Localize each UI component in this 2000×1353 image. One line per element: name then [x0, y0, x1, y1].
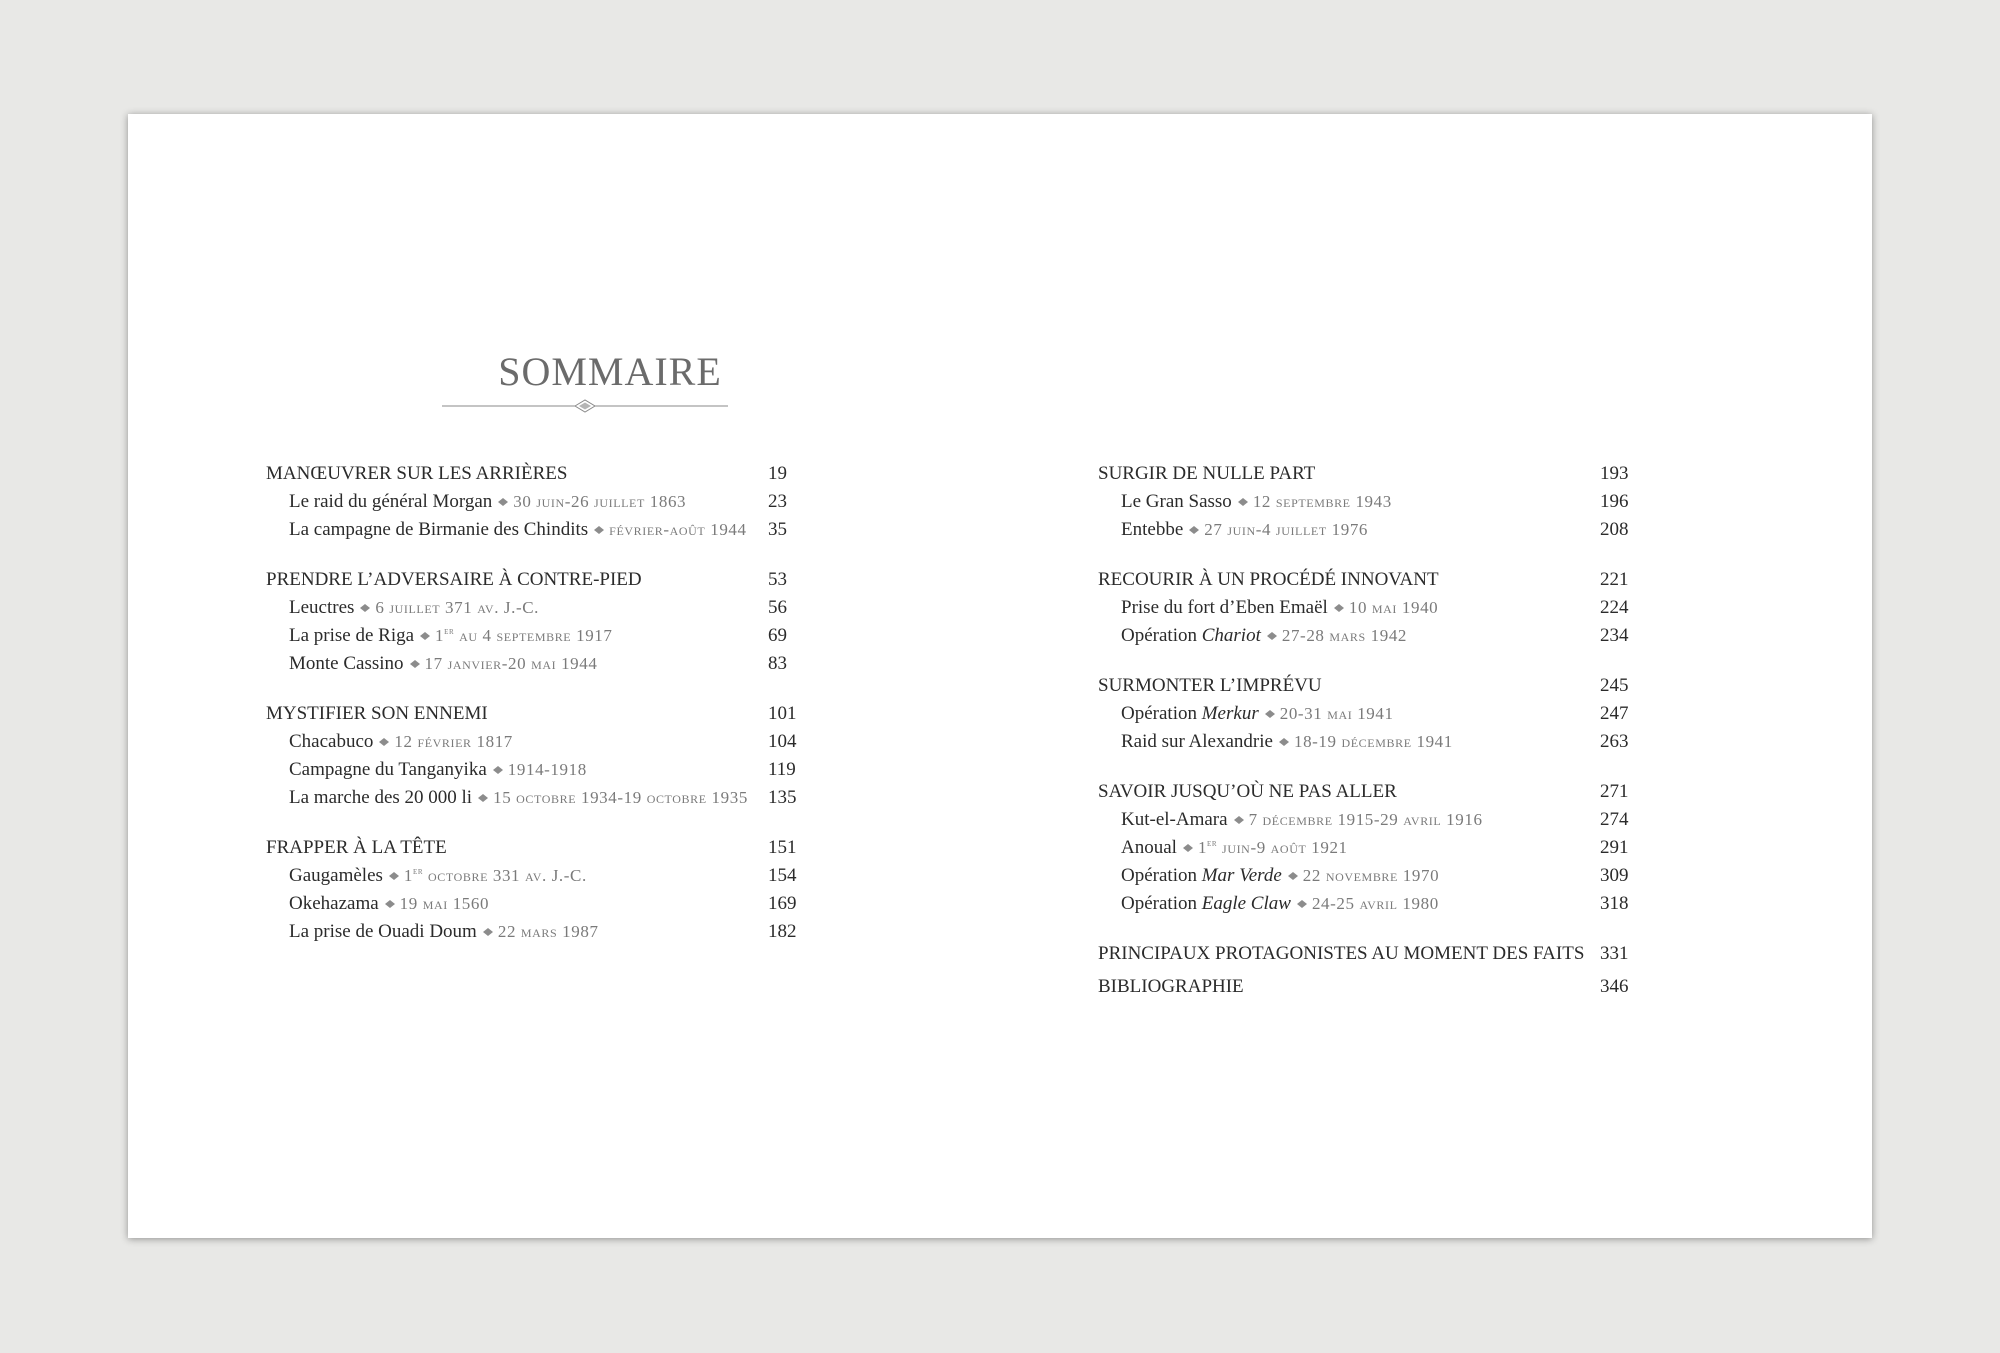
appendix-title: PRINCIPAUX PROTAGONISTES AU MOMENT DES FAITS [1098, 943, 1585, 964]
toc-section [266, 460, 808, 544]
diamond-separator-icon [1288, 872, 1298, 880]
toc-entry [266, 650, 808, 678]
page-number: 151 [768, 837, 797, 858]
entry-date [1204, 520, 1368, 539]
diamond-separator-icon [498, 498, 508, 506]
toc-entry [1098, 700, 1640, 728]
toc-section [1098, 566, 1640, 650]
toc-entry [266, 488, 808, 516]
entry-title: Leuctres [289, 597, 355, 618]
section-title: SAVOIR JUSQU’OÙ NE PAS ALLER [1098, 781, 1397, 802]
diamond-separator-icon [379, 738, 389, 746]
entry-date [498, 922, 599, 941]
section-title: RECOURIR À UN PROCÉDÉ INNOVANT [1098, 569, 1439, 590]
entry-date-text: juin-9 août 1921 [1217, 838, 1348, 857]
diamond-separator-icon [410, 660, 420, 668]
entry-title: Entebbe [1121, 519, 1184, 540]
entry-date [375, 598, 539, 617]
section-heading [266, 834, 808, 862]
entry-date [1198, 838, 1348, 857]
entry-date-text: octobre 331 av. J.-C. [423, 866, 587, 885]
page-title: SOMMAIRE [498, 349, 722, 394]
diamond-separator-icon [594, 526, 604, 534]
diamond-separator-icon [360, 604, 370, 612]
page-number: 274 [1600, 809, 1629, 830]
page-number: 83 [768, 653, 787, 674]
entry-date-text: 1914-1918 [507, 760, 587, 779]
page-number: 169 [768, 893, 797, 914]
entry-title-italic: Merkur [1201, 703, 1259, 724]
entry-date [1280, 704, 1394, 723]
entry-date [508, 760, 587, 779]
page-number: 154 [768, 865, 797, 886]
page-number: 182 [768, 921, 797, 942]
entry-title-italic: Eagle Claw [1201, 893, 1291, 914]
toc-entry [1098, 728, 1640, 756]
entry-title: Kut-el-Amara [1121, 809, 1228, 830]
section-heading [1098, 566, 1640, 594]
diamond-separator-icon [1334, 604, 1344, 612]
section-title: MANŒUVRER SUR LES ARRIÈRES [266, 463, 568, 484]
entry-date-ordinal: er [413, 866, 424, 877]
entry-date-ordinal: er [1207, 838, 1218, 849]
entry-date-text: février-août 1944 [609, 520, 747, 539]
diamond-separator-icon [385, 900, 395, 908]
entry-date [1253, 492, 1392, 511]
entry-title: Anoual [1121, 837, 1177, 858]
page-number: 271 [1600, 781, 1629, 802]
page-number: 101 [768, 703, 797, 724]
entry-date [400, 894, 489, 913]
toc-entry [266, 890, 808, 918]
entry-date-text: 6 juillet 371 av. J.-C. [375, 598, 540, 617]
page-number: 221 [1600, 569, 1629, 590]
entry-date [1294, 732, 1453, 751]
section-heading [1098, 778, 1640, 806]
entry-date-text: 7 décembre 1915-29 avril 1916 [1248, 810, 1483, 829]
diamond-separator-icon [1234, 816, 1244, 824]
appendix-title: BIBLIOGRAPHIE [1098, 976, 1244, 997]
entry-title: La marche des 20 000 li [289, 787, 473, 808]
entry-title-italic: Mar Verde [1201, 865, 1282, 886]
toc-entry [1098, 806, 1640, 834]
entry-date [513, 492, 686, 511]
diamond-separator-icon [1238, 498, 1248, 506]
entry-title: Le raid du général Morgan [289, 491, 493, 512]
section-heading [266, 460, 808, 488]
entry-title: Le Gran Sasso [1121, 491, 1232, 512]
page-number: 56 [768, 597, 787, 618]
page-number: 23 [768, 491, 787, 512]
entry-date-text: 22 novembre 1970 [1302, 866, 1440, 885]
entry-date [1282, 626, 1407, 645]
entry-title-italic: Chariot [1201, 625, 1261, 646]
entry-title: Raid sur Alexandrie [1121, 731, 1273, 752]
page-number: 35 [768, 519, 787, 540]
entry-date [609, 520, 746, 539]
entry-date [1249, 810, 1483, 829]
toc-entry [1098, 622, 1640, 650]
toc-entry [266, 516, 808, 544]
diamond-separator-icon [1279, 738, 1289, 746]
diamond-separator-icon [483, 928, 493, 936]
diamond-separator-icon [1183, 844, 1193, 852]
entry-date-day: 1 [1197, 838, 1208, 857]
section-title: SURMONTER L’IMPRÉVU [1098, 675, 1322, 696]
page-number: 53 [768, 569, 787, 590]
toc-section [1098, 460, 1640, 544]
toc-entry [1098, 834, 1640, 862]
diamond-separator-icon [1267, 632, 1277, 640]
toc-entry [1098, 488, 1640, 516]
page-number: 119 [768, 759, 796, 780]
section-title: FRAPPER À LA TÊTE [266, 837, 447, 858]
entry-date-text: 22 mars 1987 [497, 922, 599, 941]
page-number: 263 [1600, 731, 1629, 752]
toc-entry [1098, 594, 1640, 622]
diamond-separator-icon [493, 766, 503, 774]
diamond-separator-icon [1265, 710, 1275, 718]
entry-date-text: 27-28 mars 1942 [1281, 626, 1408, 645]
entry-date-text: 19 mai 1560 [399, 894, 490, 913]
appendix-entry [1098, 973, 1640, 1001]
entry-title: Prise du fort d’Eben Emaël [1121, 597, 1328, 618]
page-number: 331 [1600, 943, 1629, 964]
entry-date [493, 788, 748, 807]
toc-entry [266, 862, 808, 890]
entry-title: Opération [1121, 703, 1202, 724]
entry-title: Okehazama [289, 893, 379, 914]
diamond-separator-icon [1189, 526, 1199, 534]
toc-entry [266, 622, 808, 650]
page-number: 245 [1600, 675, 1629, 696]
section-heading [266, 700, 808, 728]
toc-entry [1098, 862, 1640, 890]
toc-column-left [266, 460, 808, 968]
section-title: SURGIR DE NULLE PART [1098, 463, 1316, 484]
entry-title: Campagne du Tanganyika [289, 759, 487, 780]
section-title: MYSTIFIER SON ENNEMI [266, 703, 488, 724]
diamond-separator-icon [389, 872, 399, 880]
page-number: 104 [768, 731, 797, 752]
toc-entry [266, 728, 808, 756]
entry-title: La prise de Ouadi Doum [289, 921, 477, 942]
toc-entry [266, 594, 808, 622]
book-spread [128, 114, 1872, 1238]
toc-entry [266, 784, 808, 812]
page-number: 346 [1600, 976, 1629, 997]
appendix-entry [1098, 940, 1640, 968]
page-number: 196 [1600, 491, 1629, 512]
diamond-separator-icon [1297, 900, 1307, 908]
section-title: PRENDRE L’ADVERSAIRE À CONTRE-PIED [266, 569, 642, 590]
entry-date-text: 12 février 1817 [394, 732, 513, 751]
page-number: 135 [768, 787, 797, 808]
entry-date [435, 626, 612, 645]
page-number: 291 [1600, 837, 1629, 858]
entry-title: La prise de Riga [289, 625, 415, 646]
entry-date-day: 1 [435, 626, 445, 645]
toc-section [266, 834, 808, 946]
entry-title: Gaugamèles [289, 865, 383, 886]
diamond-separator-icon [420, 632, 430, 640]
page-number: 19 [768, 463, 787, 484]
toc-entry [266, 918, 808, 946]
toc-entry [266, 756, 808, 784]
entry-title: Opération [1121, 865, 1202, 886]
entry-date-text: 12 septembre 1943 [1252, 492, 1392, 511]
page-number: 224 [1600, 597, 1629, 618]
entry-date-day: 1 [403, 866, 414, 885]
page-number: 69 [768, 625, 787, 646]
diamond-separator-icon [478, 794, 488, 802]
section-heading [1098, 460, 1640, 488]
entry-date [1303, 866, 1439, 885]
entry-date [1349, 598, 1438, 617]
page-number: 208 [1600, 519, 1629, 540]
entry-date-text: 30 juin-26 juillet 1863 [513, 492, 687, 511]
entry-date-ordinal: er [444, 626, 455, 637]
entry-date [1312, 894, 1439, 913]
entry-date-text: 20-31 mai 1941 [1279, 704, 1394, 723]
entry-date-text: 17 janvier-20 mai 1944 [424, 654, 598, 673]
entry-date-text: 27 juin-4 juillet 1976 [1204, 520, 1369, 539]
entry-date-text: 10 mai 1940 [1348, 598, 1439, 617]
entry-date-text: 15 octobre 1934-19 octobre 1935 [493, 788, 748, 807]
toc-section [1098, 672, 1640, 756]
toc-column-right [1098, 460, 1640, 1006]
entry-date-text: 18-19 décembre 1941 [1293, 732, 1453, 751]
toc-section [266, 566, 808, 678]
entry-date-text: au 4 septembre 1917 [454, 626, 613, 645]
entry-title: Opération [1121, 625, 1202, 646]
page-number: 309 [1600, 865, 1629, 886]
entry-title: La campagne de Birmanie des Chindits [289, 519, 589, 540]
section-heading [1098, 672, 1640, 700]
title-ornament-icon [442, 396, 728, 416]
entry-date [404, 866, 587, 885]
entry-title: Monte Cassino [289, 653, 404, 674]
entry-date [394, 732, 513, 751]
toc-section [266, 700, 808, 812]
entry-date [425, 654, 598, 673]
toc-entry [1098, 516, 1640, 544]
page-number: 193 [1600, 463, 1629, 484]
entry-title: Chacabuco [289, 731, 374, 752]
page-number: 318 [1600, 893, 1629, 914]
page-number: 234 [1600, 625, 1629, 646]
entry-title: Opération [1121, 893, 1202, 914]
toc-entry [1098, 890, 1640, 918]
toc-section [1098, 778, 1640, 918]
entry-date-text: 24-25 avril 1980 [1311, 894, 1439, 913]
section-heading [266, 566, 808, 594]
page-number: 247 [1600, 703, 1629, 724]
